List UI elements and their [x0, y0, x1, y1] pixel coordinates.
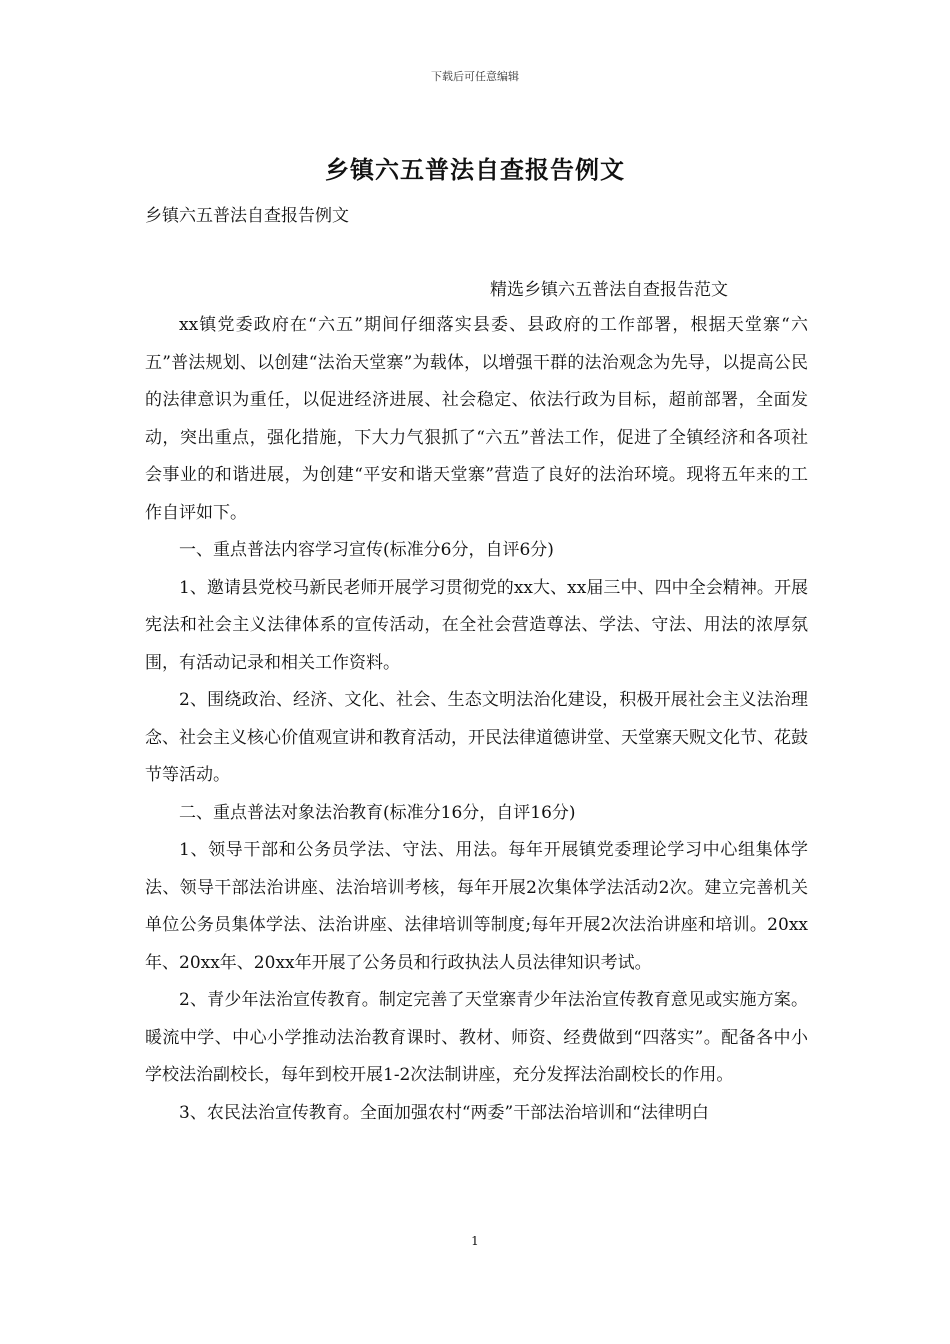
paragraph: 2、青少年法治宣传教育。制定完善了天堂寨青少年法治宣传教育意见或实施方案。暖流中学、中心小学推动法治教育课时、教材、师资、经费做到“四落实”。配备各中小学校法治副校长，每年到校开展1-2次法制讲座，充分发挥法治副校长的作用。: [145, 990, 808, 1085]
section-heading: 精选乡镇六五普法自查报告范文: [490, 280, 728, 300]
document-subtitle: 乡镇六五普法自查报告例文: [145, 206, 349, 226]
paragraph: 3、农民法治宣传教育。全面加强农村“两委”干部法治培训和“法律明白: [179, 1102, 709, 1123]
paragraph: 1、邀请县党校马新民老师开展学习贯彻党的xx大、xx届三中、四中全会精神。开展宪法和社会主义法律体系的宣传活动，在全社会营造尊法、学法、守法、用法的浓厚氛围，有活动记录和相关工作资料。: [145, 577, 808, 673]
paragraph: 二、重点普法对象法治教育(标准分16分，自评16分): [179, 802, 576, 823]
paragraph: 1、领导干部和公务员学法、守法、用法。每年开展镇党委理论学习中心组集体学法、领导干部法治讲座、法治培训考核，每年开展2次集体学法活动2次。建立完善机关单位公务员集体学法、法治讲座、法律培训等制度;每年开展2次法治讲座和培训。20xx年、20xx年、20xx年开展了公务员和行政执法人员法律知识考试。: [145, 840, 808, 973]
header-note: 下载后可任意编辑: [431, 70, 519, 83]
paragraph: xx镇党委政府在“六五”期间仔细落实县委、县政府的工作部署，根据天堂寨“六五”普法规划、以创建“法治天堂寨”为载体，以增强干群的法治观念为先导，以提高公民的法律意识为重任，以促进经济进展、社会稳定、依法行政为目标，超前部署，全面发动，突出重点，强化措施，下大力气狠抓了“六五”普法工作，促进了全镇经济和各项社会事业的和谐进展，为创建“平安和谐天堂寨”营造了良好的法治环境。现将五年来的工作自评如下。: [145, 315, 808, 523]
document-title: 乡镇六五普法自查报告例文: [325, 155, 625, 184]
page-number: 1: [471, 1234, 479, 1248]
body-text: [145, 307, 808, 1132]
paragraph: 一、重点普法内容学习宣传(标准分6分，自评6分): [179, 540, 554, 560]
paragraph: 2、围绕政治、经济、文化、社会、生态文明法治化建设，积极开展社会主义法治理念、社会主义核心价值观宣讲和教育活动，开民法律道德讲堂、天堂寨天贶文化节、花鼓节等活动。: [145, 690, 808, 785]
